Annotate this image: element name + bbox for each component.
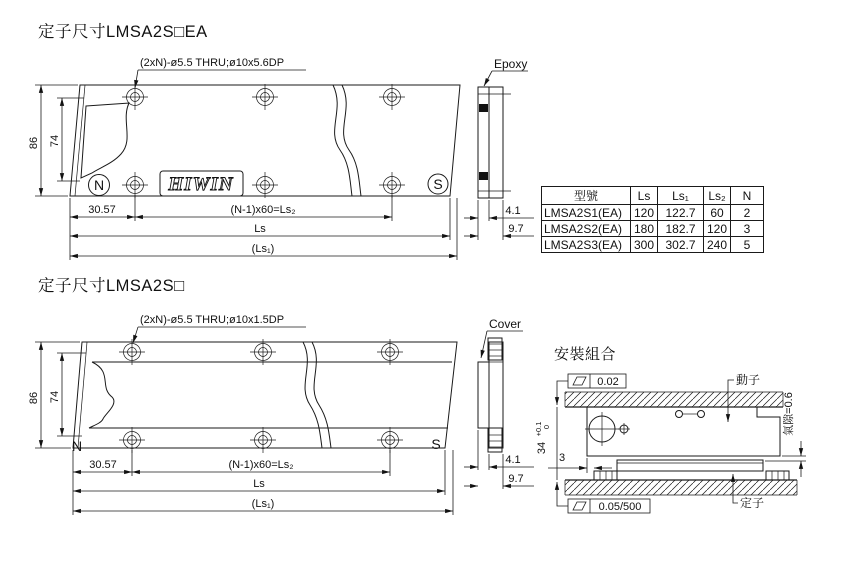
ea-pole-s-label: S [433, 176, 443, 192]
std-dim-41: 4.1 [505, 454, 521, 466]
ea-dim-86: 86 [28, 136, 40, 150]
ea-epoxy-label: Epoxy [494, 57, 528, 71]
ea-magnet-shape [81, 103, 129, 178]
ea-dim-97: 9.7 [508, 223, 524, 235]
std-plate-outline [73, 342, 457, 448]
ea-pole-n-label: N [93, 177, 105, 193]
ea-side-view [464, 57, 534, 240]
assembly-title: 安裝組合 [554, 346, 617, 363]
table-row [542, 205, 764, 221]
ea-section [28, 22, 534, 260]
flatness-bottom-value: 0.05/500 [598, 501, 642, 513]
stator-body [617, 460, 763, 471]
break-line [342, 85, 361, 196]
std-cover-label: Cover [489, 317, 522, 331]
model-cell: LMSA2S2(EA) [542, 221, 631, 237]
ls2-cell: 120 [704, 221, 731, 237]
std-pole-s-label: S [431, 436, 441, 452]
spec-table-header-row [542, 187, 764, 205]
offset-dim: 3 [558, 452, 566, 464]
std-dim-74: 74 [49, 390, 61, 404]
air-gap-dim: 氣隙=0.6 [783, 392, 795, 436]
flatness-top-value: 0.02 [597, 376, 619, 388]
ea-dim-74: 74 [49, 134, 61, 148]
ea-dim-ls1: (Ls₁) [251, 243, 275, 255]
mover-label: 動子 [736, 373, 761, 387]
table-row [542, 221, 764, 237]
model-cell: LMSA2S1(EA) [542, 205, 631, 221]
col-n: N [731, 187, 764, 205]
stator-label: 定子 [740, 496, 765, 510]
ls1-cell: 182.7 [658, 221, 704, 237]
std-magnet-reveal [89, 362, 114, 428]
ls-cell: 120 [631, 205, 658, 221]
std-hole-note: (2xN)-ø5.5 THRU;ø10x1.5DP [140, 314, 285, 326]
mount-height-dim: 34 [536, 441, 548, 455]
flatness-symbol-icon [573, 502, 586, 510]
ls2-cell: 60 [704, 205, 731, 221]
n-cell: 3 [731, 221, 764, 237]
std-dim-97: 9.7 [508, 473, 524, 485]
flatness-symbol-icon [573, 377, 586, 385]
break-line [312, 342, 331, 448]
ea-hole-note: (2xN)-ø5.5 THRU;ø10x5.6DP [140, 57, 285, 69]
std-dim-86: 86 [28, 391, 40, 405]
ea-dim-41: 4.1 [505, 205, 521, 217]
std-dim-pitch: (N-1)x60=Ls₂ [228, 459, 294, 471]
hiwin-logo: HIWIN [168, 174, 234, 195]
std-section [28, 276, 534, 515]
mount-height-tol-lower: 0 [542, 424, 551, 430]
clamp-right [766, 471, 789, 480]
std-side-view [464, 317, 534, 489]
ea-dim-3057: 30.57 [88, 204, 116, 216]
model-cell: LMSA2S3(EA) [542, 237, 631, 253]
mount-height-tol-upper: +0.1 [534, 421, 543, 437]
n-cell: 5 [731, 237, 764, 253]
std-dim-ls: Ls [253, 478, 265, 490]
col-model: 型號 [542, 187, 631, 205]
ls-cell: 300 [631, 237, 658, 253]
ea-dim-ls: Ls [254, 223, 266, 235]
break-line [303, 342, 322, 448]
std-dim-3057: 30.57 [89, 459, 117, 471]
col-ls: Ls [631, 187, 658, 205]
break-line [333, 85, 352, 196]
ls2-cell: 240 [704, 237, 731, 253]
assembly-section [534, 346, 806, 513]
clamp-left [594, 471, 617, 480]
ea-dim-pitch: (N-1)x60=Ls₂ [230, 204, 296, 216]
std-pole-n-label: N [71, 438, 83, 454]
std-dim-ls1: (Ls₁) [251, 498, 275, 510]
spec-table [541, 186, 764, 253]
col-ls1: Ls₁ [658, 187, 704, 205]
ea-title: 定子尺寸LMSA2S□EA [38, 23, 208, 41]
n-cell: 2 [731, 205, 764, 221]
table-row [542, 237, 764, 253]
ls-cell: 180 [631, 221, 658, 237]
ls1-cell: 302.7 [658, 237, 704, 253]
std-title: 定子尺寸LMSA2S□ [38, 277, 185, 295]
col-ls2: Ls₂ [704, 187, 731, 205]
ls1-cell: 122.7 [658, 205, 704, 221]
